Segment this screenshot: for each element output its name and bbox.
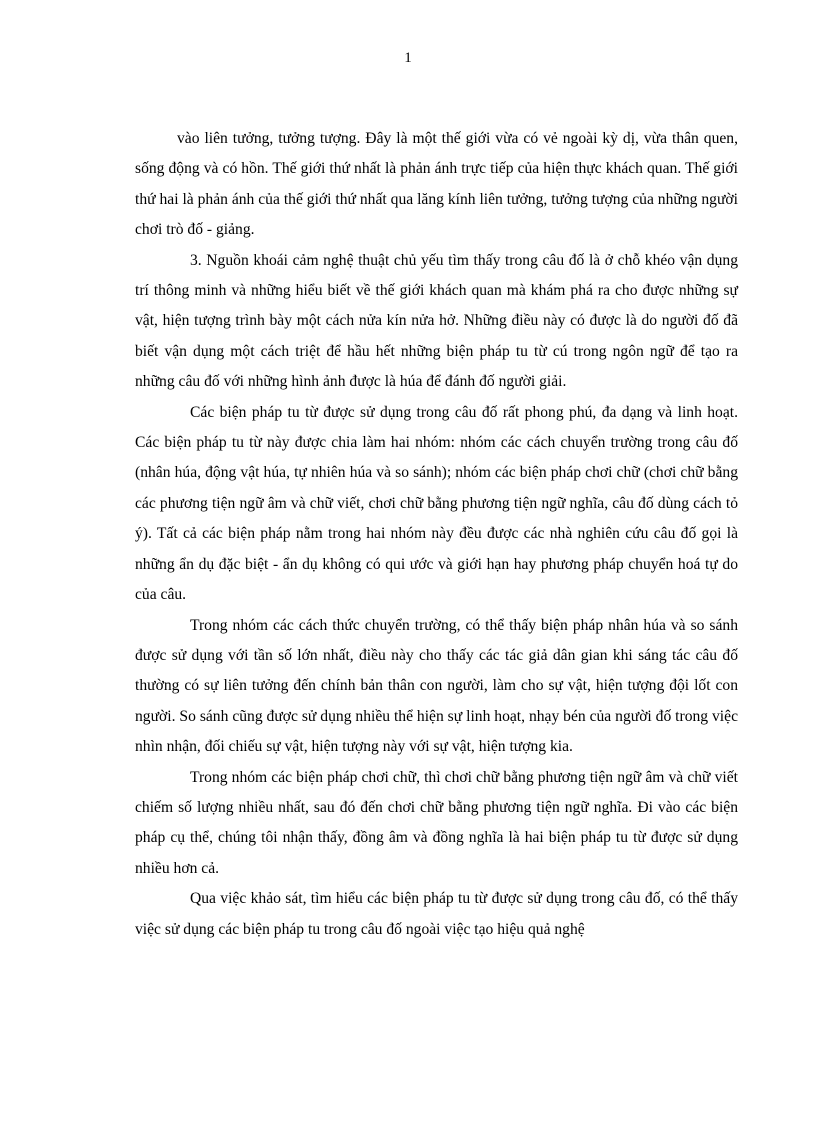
paragraph-5: Trong nhóm các biện pháp chơi chữ, thì chơi chữ bằng phương tiện ngữ âm và chữ viết chiếm số lượng nhiều nhất, sau đó đến chơi chữ bằng phương tiện ngữ nghĩa. Đi vào các biện pháp cụ thể, chúng tôi nhận thấy, đồng âm và đồng nghĩa là hai biện pháp tu từ được sử dụng nhiều hơn cả. — [135, 768, 738, 877]
page-number: 1 — [404, 50, 412, 66]
paragraph-1: vào liên tưởng, tưởng tượng. Đây là một thế giới vừa có vẻ ngoài kỳ dị, vừa thân quen, sống động và có hồn. Thế giới thứ nhất là phản ánh trực tiếp của hiện thực khách quan. Thế giới thứ hai là phản ánh của thế giới thứ nhất qua lăng kính liên tưởng, tưởng tượng của những người chơi trò đố - giảng. — [135, 130, 738, 239]
paragraph-3: Các biện pháp tu từ được sử dụng trong câu đố rất phong phú, đa dạng và linh hoạt. Các biện pháp tu từ này được chia làm hai nhóm: nhóm các cách chuyển trường trong câu đố (nhân húa, động vật húa, tự nhiên húa và so sánh); nhóm các biện pháp chơi chữ (chơi chữ bằng các phương tiện ngữ âm và chữ viết, chơi chữ bằng phương tiện ngữ nghĩa, câu đố dùng cách tỏ ý). Tất cả các biện pháp nằm trong hai nhóm này đều được các nhà nghiên cứu câu đố gọi là những ẩn dụ đặc biệt - ẩn dụ không có qui ước và giới hạn hay phương pháp chuyển hoá tự do của câu. — [135, 403, 738, 604]
document-body — [135, 124, 738, 945]
paragraph-2: 3. Nguồn khoái cảm nghệ thuật chủ yếu tìm thấy trong câu đố là ở chỗ khéo vận dụng trí thông minh và những hiểu biết về thế giới khách quan mà khám phá ra cho được những sự vật, hiện tượng trình bày một cách nửa kín nửa hở. Những điều này có được là do người đố đã biết vận dụng một cách triệt để hầu hết những biện pháp tu từ cú trong ngôn ngữ để tạo ra những câu đố với những hình ảnh được là húa để đánh đố người giải. — [135, 251, 738, 391]
paragraph-6: Qua việc khảo sát, tìm hiểu các biện pháp tu từ được sử dụng trong câu đố, có thể thấy việc sử dụng các biện pháp tu trong câu đố ngoài việc tạo hiệu quả nghệ — [135, 890, 738, 938]
paragraph-4: Trong nhóm các cách thức chuyển trường, có thể thấy biện pháp nhân húa và so sánh được sử dụng với tần số lớn nhất, điều này cho thấy các tác giả dân gian khi sáng tác câu đố thường có sự liên tưởng đến chính bản thân con người, làm cho sự vật, hiện tượng đội lốt con người. So sánh cũng được sử dụng nhiều thể hiện sự linh hoạt, nhạy bén của người đố trong việc nhìn nhận, đối chiếu sự vật, hiện tượng này với sự vật, hiện tượng kia. — [135, 616, 738, 756]
